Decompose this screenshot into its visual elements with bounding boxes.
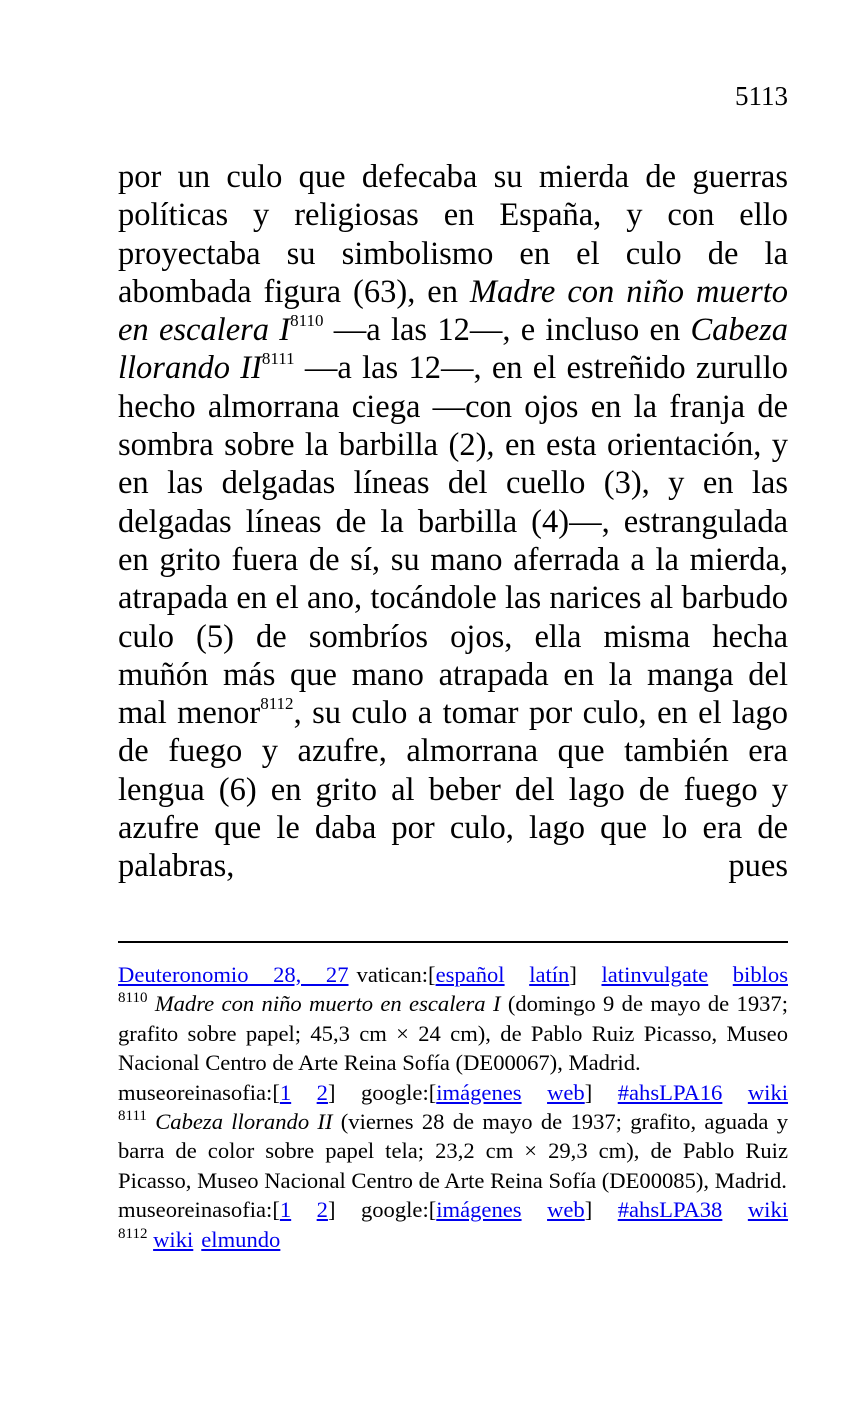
footnote-number: 8111 (118, 1108, 147, 1125)
link-wiki[interactable]: wiki (747, 1079, 789, 1105)
footnotes (118, 960, 788, 1254)
google-label: ] google:[ (327, 1197, 437, 1223)
link-hashtag[interactable]: #ahsLPA16 (617, 1079, 723, 1105)
footnote-number: 8112 (118, 1225, 148, 1242)
footnote-artwork-title: Cabeza llorando II (155, 1109, 333, 1135)
link-hashtag[interactable]: #ahsLPA38 (617, 1197, 723, 1223)
footnote-8110 (118, 989, 788, 1077)
body-text-segment: , su culo a tomar por culo, en el lago de fuego y azufre, almorrana que también era lengua (6) en grito al beber del lago de fuego y azufre que le daba por culo, lago que lo era de palabras, pues (118, 695, 788, 885)
footnote-number: 8110 (118, 990, 148, 1007)
artwork-title-madre: Madre con niño muerto en escalera I (118, 273, 788, 349)
bracket-close: ] (569, 962, 577, 987)
body-text-segment: por un culo que defecaba su mierda de guerras políticas y religiosas en España, y con ello proyectaba su simbolismo en el culo de la abombada figura (63), en (118, 159, 788, 310)
footnote-8111 (118, 1107, 788, 1195)
link-museo-1[interactable]: 1 (279, 1079, 292, 1105)
link-museo-1[interactable]: 1 (279, 1197, 292, 1223)
museo-label: museoreinasofia:[ (118, 1079, 280, 1105)
link-wiki[interactable]: wiki (747, 1197, 789, 1223)
link-wiki[interactable]: wiki (153, 1226, 194, 1252)
page-number: 5113 (735, 81, 788, 111)
link-web[interactable]: web (547, 1197, 585, 1223)
link-museo-2[interactable]: 2 (316, 1079, 328, 1105)
bracket-close: ] (584, 1079, 593, 1105)
footnote-8111-links (118, 1195, 788, 1224)
link-biblos[interactable]: biblos (732, 962, 788, 987)
link-web[interactable]: web (547, 1079, 585, 1105)
footnote-ref-8110: 8110 (290, 311, 324, 331)
link-museo-2[interactable]: 2 (316, 1197, 328, 1223)
footnote-divider (118, 941, 788, 943)
vatican-label: vatican:[ (356, 962, 436, 987)
body-text-segment: —a las 12—, e incluso en (323, 312, 691, 349)
footnote-text: (domingo 9 de mayo de 1937; grafito sobre papel; 45,3 cm × 24 cm), de Pablo Ruiz Picasso, Museo Nacional Centro de Arte Reina Sofía (DE00067), Madrid. (118, 991, 789, 1076)
artwork-title-cabeza: Cabeza llorando II (118, 312, 788, 387)
link-elmundo[interactable]: elmundo (201, 1226, 281, 1252)
link-latin[interactable]: latín (529, 962, 570, 987)
link-imagenes[interactable]: imágenes (436, 1197, 522, 1223)
link-espanol[interactable]: español (435, 962, 505, 987)
google-label: ] google:[ (327, 1079, 437, 1105)
link-latinvulgate[interactable]: latinvulgate (601, 962, 709, 987)
footnote-text: (viernes 28 de mayo de 1937; grafito, aguada y barra de color sobre papel tela; 23,2 cm × 29,3 cm), de Pablo Ruiz Picasso, Museo Nacional Centro de Arte Reina Sofía (DE00085), Madrid. (118, 1109, 788, 1193)
main-body-text (118, 158, 788, 886)
museo-label: museoreinasofia:[ (118, 1197, 280, 1223)
footnote-continuation-links (118, 960, 788, 989)
bracket-close: ] (584, 1197, 593, 1223)
footnote-8110-links (118, 1078, 788, 1107)
footnote-ref-8111: 8111 (261, 349, 295, 369)
body-text-segment: —a las 12—, en el estreñido zurullo hecho almorrana ciega —con ojos en la franja de sombra sobre la barbilla (2), en esta orientación, y en las delgadas líneas del cuello (3), y en las delgadas líneas de la barbilla (4)—, estrangulada en grito fuera de sí, su mano aferrada a la mierda, atrapada en el ano, tocándole las narices al barbudo culo (5) de sombríos ojos, ella misma hecha muñón más que mano atrapada en la manga del mal menor (118, 350, 788, 732)
footnote-8112 (118, 1225, 788, 1254)
footnote-ref-8112: 8112 (260, 694, 294, 714)
link-deuteronomio[interactable]: Deuteronomio 28, 27 (118, 962, 349, 987)
footnote-artwork-title: Madre con niño muerto en escalera I (154, 991, 501, 1017)
link-imagenes[interactable]: imágenes (436, 1079, 522, 1105)
